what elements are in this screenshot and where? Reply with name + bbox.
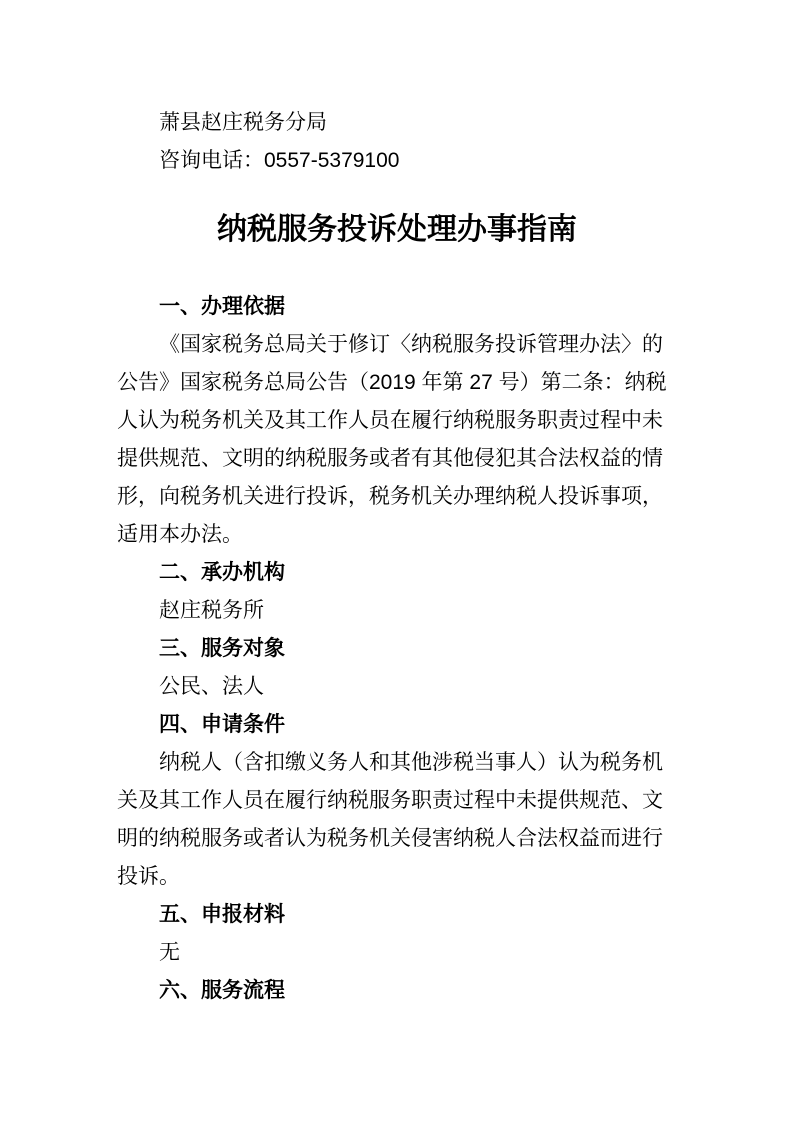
document-title: 纳税服务投诉处理办事指南 <box>217 213 577 246</box>
section-body-4: 纳税人（含扣缴义务人和其他涉税当事人）认为税务机关及其工作人员在履行纳税服务职责过程中未提供规范、文明的纳税服务或者认为税务机关侵害纳税人合法权益而进行投诉。 <box>117 751 663 888</box>
section-heading-2: 二、承办机构 <box>159 561 285 584</box>
section-body-1: 《国家税务总局关于修订〈纳税服务投诉管理办法〉的公告》国家税务总局公告（2019 年第 27 号）第二条：纳税人认为税务机关及其工作人员在履行纳税服务职责过程中未提供规范、文明的纳税服务或者有其他侵犯其合法权益的情形，向税务机关进行投诉，税务机关办理纳税人投诉事项，适用本办法。 <box>117 333 667 546</box>
section-heading-4: 四、申请条件 <box>159 713 285 736</box>
section-body-2: 赵庄税务所 <box>159 599 264 622</box>
section-heading-3: 三、服务对象 <box>159 637 285 660</box>
section-heading-1: 一、办理依据 <box>159 295 285 318</box>
section-body-3: 公民、法人 <box>159 675 264 698</box>
section-heading-6: 六、服务流程 <box>159 979 285 1002</box>
contact-phone: 咨询电话：0557-5379100 <box>159 149 400 172</box>
section-body-5: 无 <box>159 941 180 964</box>
document-page <box>117 104 677 1010</box>
section-heading-5: 五、申报材料 <box>159 903 285 926</box>
department-name: 萧县赵庄税务分局 <box>159 111 327 134</box>
